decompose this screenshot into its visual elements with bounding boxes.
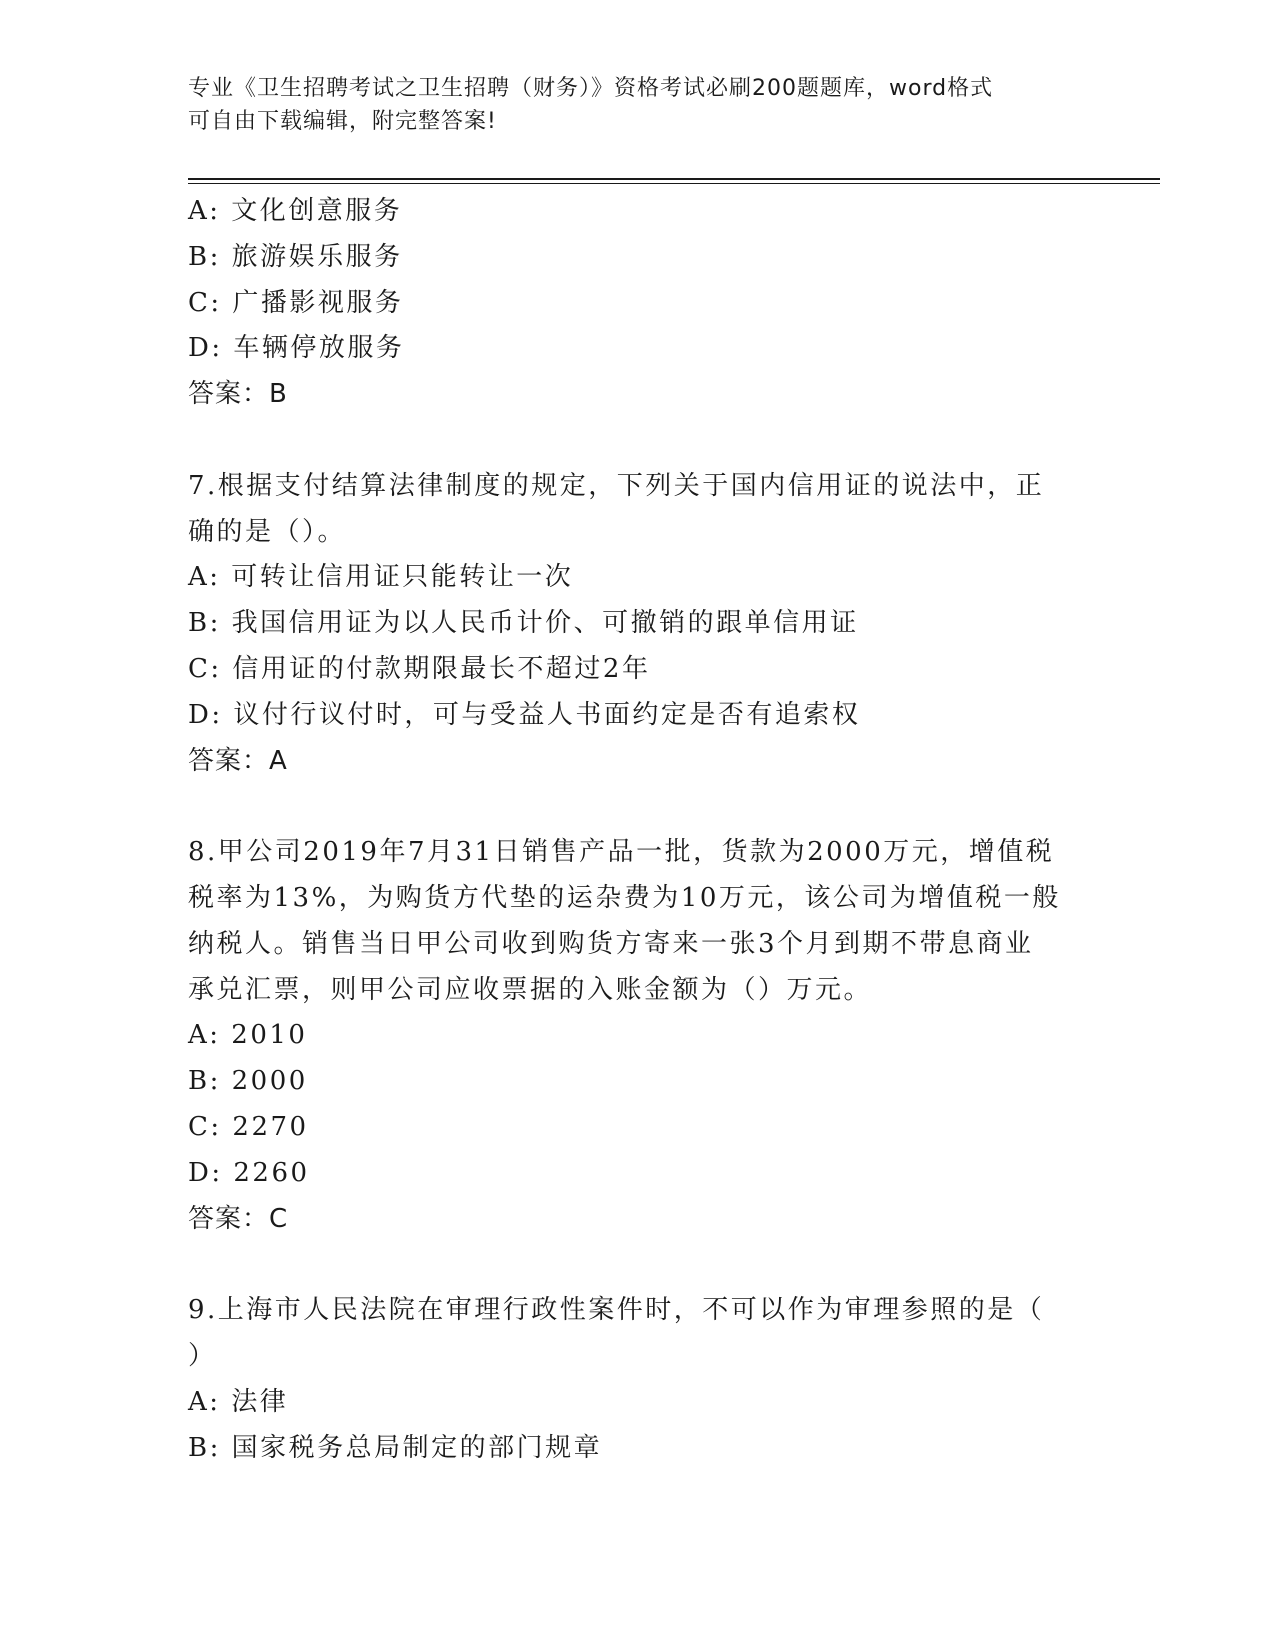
answer-line: 答案：A bbox=[188, 745, 288, 776]
question-stem-line: 承兑汇票，则甲公司应收票据的入账金额为（）万元。 bbox=[188, 974, 873, 1005]
question-spacer bbox=[188, 418, 1088, 464]
option-a: A: 可转让信用证只能转让一次 bbox=[188, 562, 574, 593]
option-a: A: 2010 bbox=[188, 1020, 308, 1051]
question-spacer bbox=[188, 784, 1088, 830]
option-d: D: 议付行议付时，可与受益人书面约定是否有追索权 bbox=[188, 699, 861, 730]
question-stem-line: 8.甲公司2019年7月31日销售产品一批，货款为2000万元，增值税 bbox=[188, 837, 1055, 868]
option-b: B: 我国信用证为以人民币计价、可撤销的跟单信用证 bbox=[188, 608, 859, 639]
question-stem-line: 9.上海市人民法院在审理行政性案件时，不可以作为审理参照的是（ bbox=[188, 1295, 1045, 1326]
option-c: C: 广播影视服务 bbox=[188, 287, 404, 318]
option-b: B: 2000 bbox=[188, 1066, 308, 1097]
question-7 bbox=[188, 464, 1088, 785]
header-divider-thin bbox=[188, 183, 1160, 184]
option-c: C: 信用证的付款期限最长不超过2年 bbox=[188, 653, 651, 684]
question-stem-line: 确的是（）。 bbox=[188, 516, 347, 547]
header-line-1: 专业《卫生招聘考试之卫生招聘（财务）》资格考试必刷200题题库，word格式 bbox=[188, 76, 994, 101]
option-d: D: 2260 bbox=[188, 1157, 310, 1188]
option-a: A: 文化创意服务 bbox=[188, 196, 403, 226]
question-6 bbox=[188, 189, 1088, 418]
header-divider-thick bbox=[188, 178, 1160, 180]
option-c: C: 2270 bbox=[188, 1111, 309, 1142]
header-line-2: 可自由下载编辑，附完整答案! bbox=[188, 109, 497, 134]
answer-line: 答案：C bbox=[188, 1203, 289, 1234]
option-a: A: 法律 bbox=[188, 1386, 289, 1417]
question-stem-line: 纳税人。销售当日甲公司收到购货方寄来一张3个月到期不带息商业 bbox=[188, 928, 1034, 959]
question-stem-line: 税率为13%，为购货方代垫的运杂费为10万元，该公司为增值税一般 bbox=[188, 882, 1061, 913]
question-stem-line: 7.根据支付结算法律制度的规定，下列关于国内信用证的说法中，正 bbox=[188, 470, 1045, 501]
question-stem-line: ） bbox=[188, 1340, 217, 1371]
question-8 bbox=[188, 830, 1088, 1242]
option-b: B: 国家税务总局制定的部门规章 bbox=[188, 1432, 603, 1463]
question-9 bbox=[188, 1288, 1088, 1471]
question-list bbox=[188, 189, 1088, 1471]
question-spacer bbox=[188, 1242, 1088, 1288]
document-header bbox=[188, 72, 1088, 138]
answer-line: 答案：B bbox=[188, 379, 288, 410]
option-d: D: 车辆停放服务 bbox=[188, 333, 405, 364]
option-b: B: 旅游娱乐服务 bbox=[188, 241, 403, 272]
